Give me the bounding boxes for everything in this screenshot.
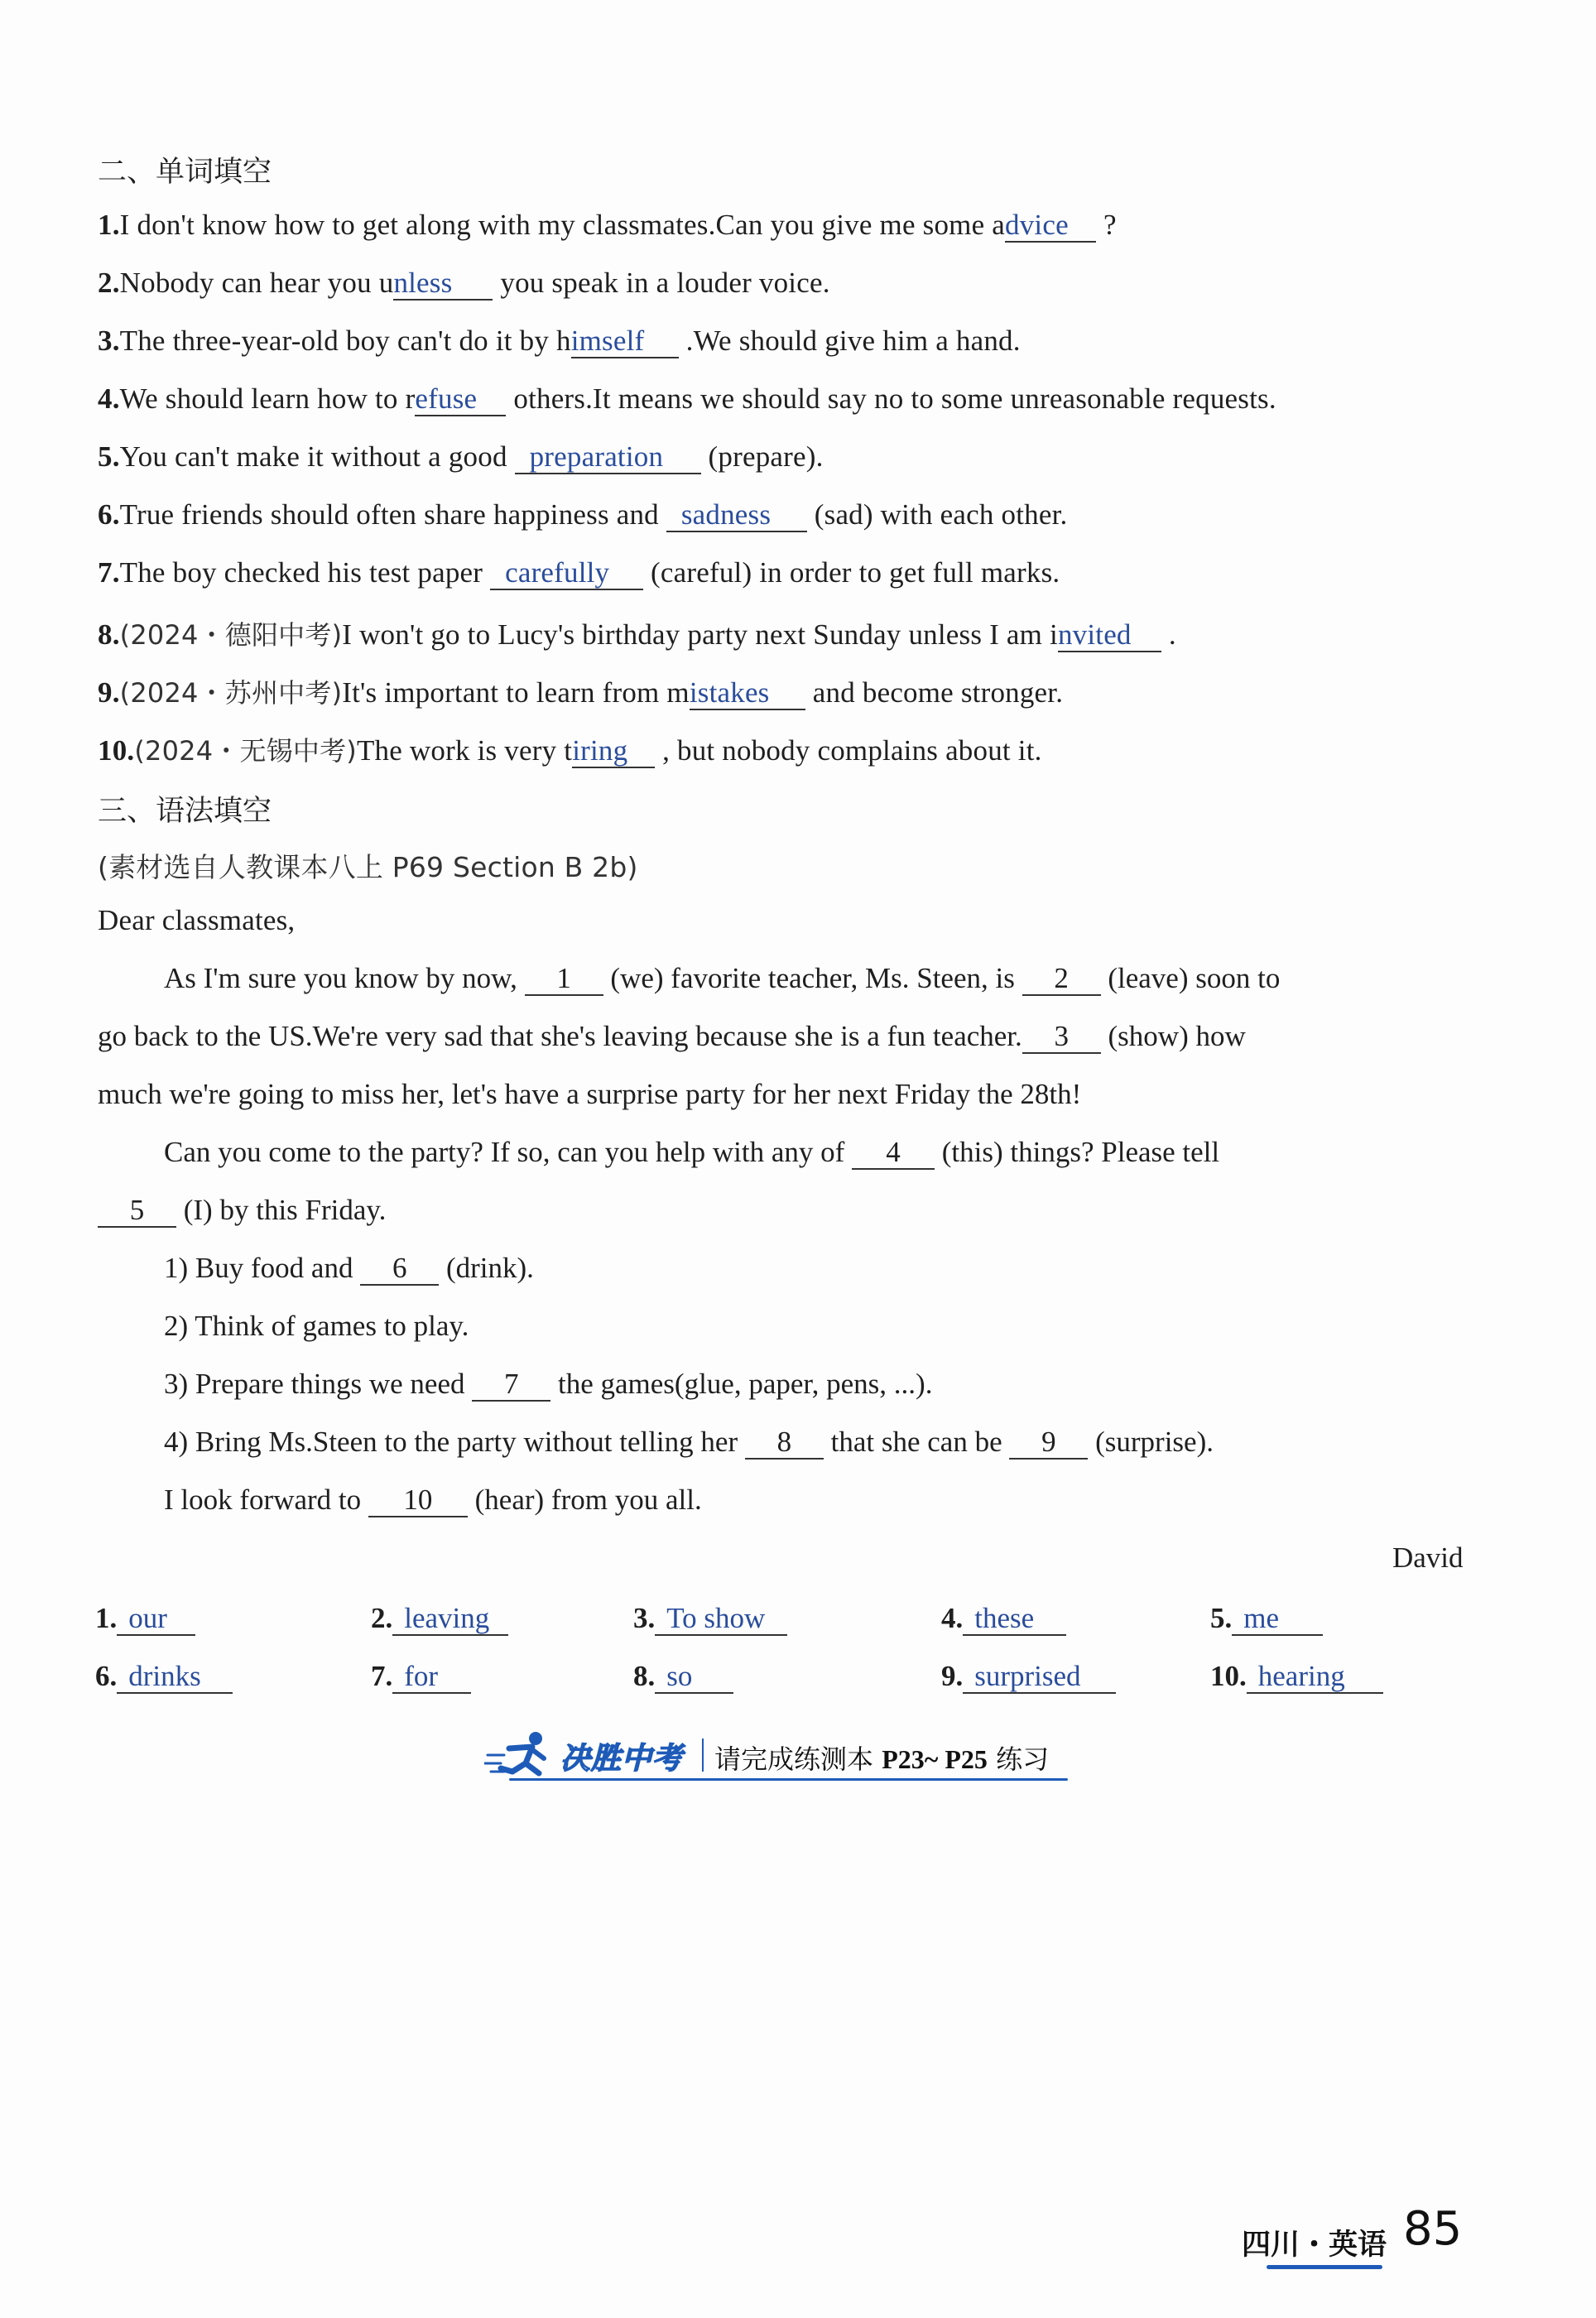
question-number: 8.	[98, 618, 120, 651]
passage-text: 4) Bring Ms.Steen to the party without telling her	[164, 1426, 745, 1458]
answer-blank[interactable]: dvice	[1005, 210, 1096, 243]
list-item-3	[164, 1368, 932, 1402]
question-text-end: you speak in a louder voice.	[493, 267, 830, 299]
answer-text[interactable]: drinks	[117, 1662, 233, 1694]
vocab-question-2	[98, 267, 830, 301]
answer-blank[interactable]: imself	[571, 326, 679, 358]
question-number: 3.	[98, 325, 120, 357]
brand-logo-text: 决胜中考	[560, 1742, 684, 1776]
question-text: I won't go to Lucy's birthday party next Sunday unless I am i	[342, 618, 1058, 651]
answer-text[interactable]: hearing	[1247, 1662, 1383, 1694]
answer-blank[interactable]: efuse	[415, 384, 506, 416]
passage-line-3: much we're going to miss her, let's have a surprise party for her next Friday the 28th!	[98, 1078, 1082, 1110]
passage-text: As I'm sure you know by now,	[164, 962, 525, 994]
answer-text[interactable]: for	[392, 1662, 471, 1694]
passage-source: (素材选自人教课本八上 P69 Section B 2b)	[98, 851, 638, 883]
question-text-end: (sad) with each other.	[806, 498, 1068, 531]
blank-10[interactable]: 10	[368, 1485, 468, 1517]
blank-9[interactable]: 9	[1009, 1427, 1088, 1460]
banner-underline	[509, 1778, 1068, 1781]
section-title-grammar: 三、语法填空	[98, 795, 272, 828]
section-title-vocabulary: 二、单词填空	[98, 156, 272, 189]
answer-text[interactable]: our	[117, 1604, 195, 1636]
question-text: We should learn how to r	[119, 382, 416, 415]
question-number: 7.	[98, 556, 120, 589]
passage-text: the games(glue, paper, pens, ...).	[550, 1368, 933, 1400]
passage-text: go back to the US.We're very sad that she's leaving because she is a fun teacher.	[98, 1020, 1022, 1052]
answer-number: 9.	[941, 1660, 964, 1692]
passage-text: (surprise).	[1088, 1426, 1214, 1458]
vocab-question-4	[98, 382, 1276, 416]
blank-1[interactable]: 1	[525, 964, 603, 996]
answer-blank[interactable]: carefully	[490, 558, 643, 590]
footer-subject-text: 四川・英语	[1242, 2229, 1387, 2262]
question-text: The three-year-old boy can't do it by h	[119, 325, 571, 357]
question-source: (2024・苏州中考)	[119, 677, 343, 709]
answer-blank[interactable]: istakes	[690, 678, 805, 710]
question-text: You can't make it without a good	[119, 440, 515, 473]
blank-4[interactable]: 4	[852, 1137, 935, 1170]
answer-text[interactable]: me	[1232, 1604, 1323, 1636]
question-text: The boy checked his test paper	[119, 556, 491, 589]
grammar-answer-6	[95, 1660, 233, 1694]
passage-text: that she can be	[823, 1426, 1010, 1458]
list-item-1	[164, 1252, 534, 1286]
passage-text: (show) how	[1100, 1020, 1246, 1052]
blank-7[interactable]: 7	[472, 1369, 550, 1402]
answer-text[interactable]: To show	[655, 1604, 787, 1636]
question-text-end: and become stronger.	[805, 676, 1064, 709]
passage-text: (we) favorite teacher, Ms. Steen, is	[603, 962, 1022, 994]
vocab-question-8	[98, 614, 1176, 652]
passage-line-4	[164, 1136, 1219, 1170]
blank-5[interactable]: 5	[98, 1195, 176, 1228]
question-text: Nobody can hear you u	[119, 267, 394, 299]
task-pages: P23~ P25	[882, 1744, 988, 1774]
page-number: 85	[1403, 2202, 1463, 2256]
question-text-end: ?	[1096, 209, 1117, 241]
question-text-end: .We should give him a hand.	[678, 325, 1021, 357]
answer-text[interactable]: so	[655, 1662, 733, 1694]
answer-text[interactable]: these	[963, 1604, 1066, 1636]
answer-number: 2.	[371, 1602, 393, 1634]
passage-text: (drink).	[439, 1252, 534, 1284]
vocab-question-5	[98, 440, 824, 474]
question-number: 5.	[98, 440, 120, 473]
question-text: It's important to learn from m	[342, 676, 690, 709]
answer-number: 3.	[633, 1602, 656, 1634]
answer-blank[interactable]: preparation	[515, 442, 701, 474]
passage-text: Can you come to the party? If so, can you help with any of	[164, 1136, 853, 1168]
letter-greeting: Dear classmates,	[98, 904, 296, 936]
grammar-answer-10	[1210, 1660, 1383, 1694]
question-text: True friends should often share happiness and	[119, 498, 666, 531]
answer-text[interactable]: surprised	[963, 1662, 1116, 1694]
list-item-2: 2) Think of games to play.	[164, 1310, 469, 1342]
answer-number: 4.	[941, 1602, 964, 1634]
answer-number: 1.	[95, 1602, 118, 1634]
vocab-question-3	[98, 325, 1021, 358]
passage-text: 3) Prepare things we need	[164, 1368, 473, 1400]
grammar-answer-1	[95, 1602, 195, 1636]
question-text-end: (prepare).	[700, 440, 824, 473]
list-item-4	[164, 1426, 1214, 1460]
question-number: 6.	[98, 498, 120, 531]
practice-reminder-banner	[484, 1730, 1072, 1788]
task-prefix: 请完成练测本	[714, 1743, 882, 1775]
grammar-answer-5	[1210, 1602, 1323, 1636]
grammar-answer-4	[941, 1602, 1066, 1636]
vocab-question-1	[98, 209, 1117, 243]
question-text-end: (careful) in order to get full marks.	[643, 556, 1060, 589]
question-number: 9.	[98, 676, 120, 709]
answer-number: 6.	[95, 1660, 118, 1692]
question-text-end: , but nobody complains about it.	[655, 734, 1042, 767]
grammar-answer-9	[941, 1660, 1116, 1694]
question-text: I don't know how to get along with my classmates.Can you give me some a	[119, 209, 1006, 241]
question-source: (2024・德阳中考)	[119, 619, 343, 651]
answer-blank[interactable]: nvited	[1058, 620, 1161, 652]
blank-6[interactable]: 6	[360, 1253, 439, 1286]
passage-text: (I) by this Friday.	[176, 1194, 387, 1226]
passage-text: (this) things? Please tell	[935, 1136, 1220, 1168]
footer-accent-bar	[1267, 2265, 1382, 2269]
answer-number: 10.	[1210, 1660, 1247, 1692]
blank-2[interactable]: 2	[1022, 964, 1101, 996]
vocab-question-7	[98, 556, 1060, 590]
question-number: 1.	[98, 209, 120, 241]
grammar-answer-8	[633, 1660, 733, 1694]
answer-blank[interactable]: iring	[572, 736, 655, 768]
vocab-question-6	[98, 498, 1067, 532]
grammar-answer-3	[633, 1602, 787, 1636]
grammar-answer-2	[371, 1602, 508, 1636]
answer-blank[interactable]: sadness	[666, 500, 807, 532]
question-number: 2.	[98, 267, 120, 299]
answer-number: 5.	[1210, 1602, 1233, 1634]
blank-8[interactable]: 8	[745, 1427, 824, 1460]
question-text: The work is very t	[356, 734, 573, 767]
answer-number: 7.	[371, 1660, 393, 1692]
passage-text: 1) Buy food and	[164, 1252, 361, 1284]
running-man-icon	[484, 1730, 559, 1785]
vocab-question-9	[98, 672, 1063, 710]
question-source: (2024・无锡中考)	[134, 735, 357, 767]
passage-line-1	[164, 962, 1280, 996]
passage-line-5	[98, 1194, 386, 1228]
answer-blank[interactable]: nless	[393, 268, 493, 301]
question-text-end: others.It means we should say no to some unreasonable requests.	[506, 382, 1276, 415]
question-number: 10.	[98, 734, 135, 767]
grammar-answer-7	[371, 1660, 471, 1694]
passage-text: I look forward to	[164, 1484, 368, 1516]
blank-3[interactable]: 3	[1022, 1022, 1101, 1054]
banner-divider	[702, 1738, 704, 1772]
vocab-question-10	[98, 730, 1042, 768]
answer-number: 8.	[633, 1660, 656, 1692]
passage-text: (leave) soon to	[1100, 962, 1281, 994]
passage-line-2	[98, 1020, 1246, 1054]
answer-text[interactable]: leaving	[392, 1604, 508, 1636]
banner-task-text	[714, 1738, 1049, 1777]
letter-signature: David	[1392, 1541, 1464, 1574]
passage-text: (hear) from you all.	[467, 1484, 702, 1516]
question-text-end: .	[1161, 618, 1176, 651]
letter-closing	[164, 1484, 702, 1517]
task-suffix: 练习	[987, 1743, 1050, 1775]
question-number: 4.	[98, 382, 120, 415]
